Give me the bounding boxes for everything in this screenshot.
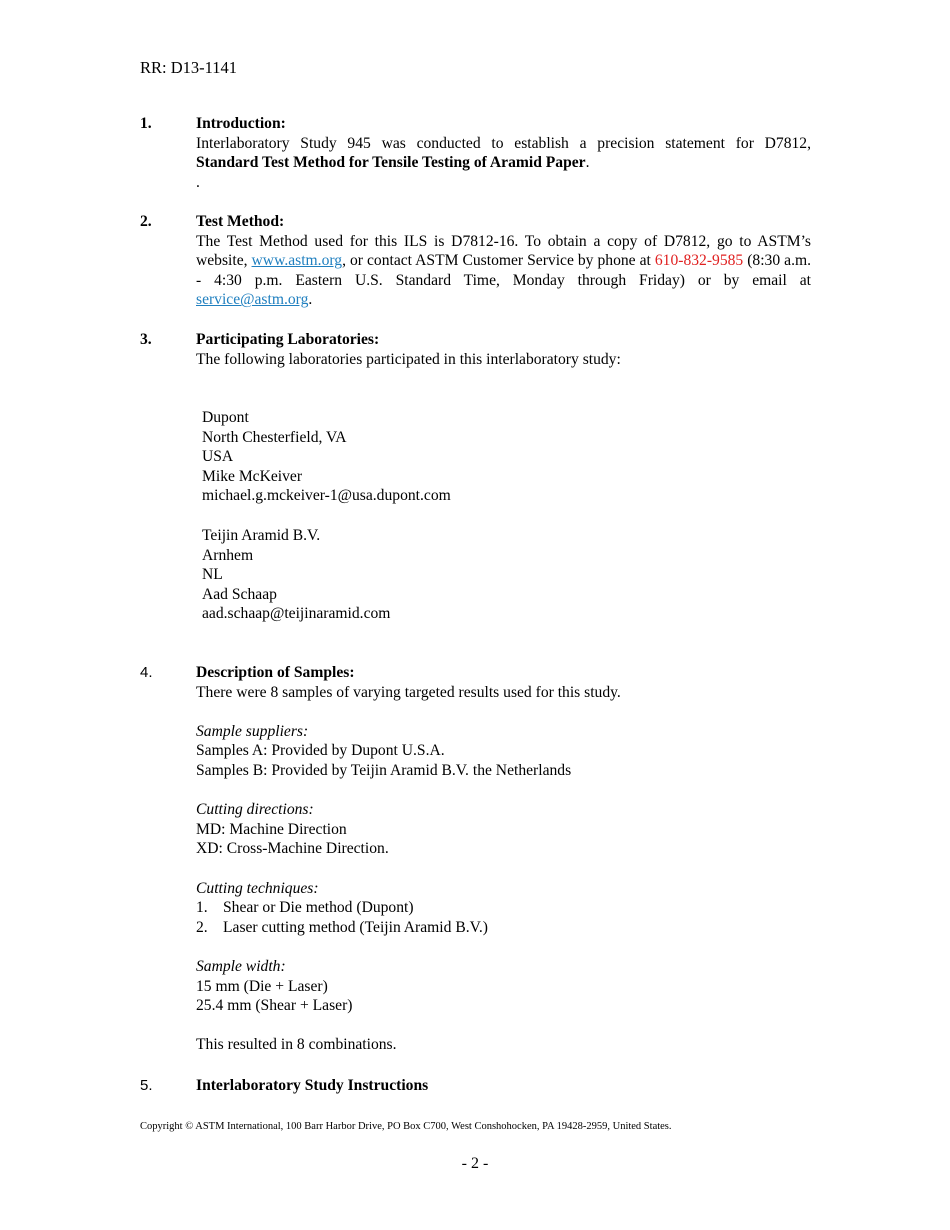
width-item: 25.4 mm (Shear + Laser) xyxy=(196,997,353,1015)
lab-country: USA xyxy=(202,448,234,466)
suppliers-title: Sample suppliers: xyxy=(196,722,309,740)
section-3 xyxy=(196,330,811,369)
direction-item: XD: Cross-Machine Direction. xyxy=(196,840,389,858)
width-title: Sample width: xyxy=(196,957,286,975)
page-number: - 2 - xyxy=(461,1155,489,1172)
lab-city: North Chesterfield, VA xyxy=(202,428,347,446)
techniques-list xyxy=(196,898,811,937)
standard-title-period: . xyxy=(585,154,590,172)
section-3-number: 3. xyxy=(140,331,152,348)
section-1-dot: . xyxy=(196,173,200,191)
section-1-title: Introduction: xyxy=(196,115,286,132)
standard-title: Standard Test Method for Tensile Testing of Aramid Paper xyxy=(196,154,586,172)
service-email-link[interactable]: service@astm.org xyxy=(196,291,309,309)
section-1-text: Interlaboratory Study 945 was conducted to establish a precision statement for D7812, xyxy=(196,134,811,152)
combinations-text: This resulted in 8 combinations. xyxy=(196,1036,397,1054)
astm-website-link[interactable]: www.astm.org xyxy=(251,252,343,270)
techniques-title: Cutting techniques: xyxy=(196,879,319,897)
width-item: 15 mm (Die + Laser) xyxy=(196,977,328,995)
lab-contact: Mike McKeiver xyxy=(202,467,303,485)
section-5-title: Interlaboratory Study Instructions xyxy=(196,1077,429,1094)
lab-name: Dupont xyxy=(202,409,249,426)
report-id-header: RR: D13-1141 xyxy=(140,58,238,77)
supplier-item: Samples A: Provided by Dupont U.S.A. xyxy=(196,742,445,760)
technique-item: 1. Shear or Die method (Dupont) xyxy=(196,899,414,917)
direction-item: MD: Machine Direction xyxy=(196,820,347,838)
section-4-title: Description of Samples: xyxy=(196,664,355,681)
directions-title: Cutting directions: xyxy=(196,801,314,819)
section-2-title: Test Method: xyxy=(196,213,285,230)
lab-country: NL xyxy=(202,566,223,584)
copyright-footer: Copyright © ASTM International, 100 Barr Harbor Drive, PO Box C700, West Conshohocken, PA 19428-2959, United States. xyxy=(140,1121,672,1132)
section-2-text: The Test Method used for this ILS is D7812-16. To obtain a copy of D7812, go to ASTM’s website, www.astm.org, or contact ASTM Customer Service by phone at 610-832-9585 (8:30 a.m. - 4:30 p.m. Eastern U.S. Standard Time, Monday through Friday) or by email at service@astm.org. xyxy=(196,232,811,309)
section-2-number: 2. xyxy=(140,213,152,230)
lab-dupont xyxy=(202,408,451,506)
section-4-number: 4. xyxy=(140,664,153,681)
section-5 xyxy=(196,1076,811,1096)
technique-item: 2. Laser cutting method (Teijin Aramid B.V.) xyxy=(196,918,488,936)
lab-name: Teijin Aramid B.V. xyxy=(202,527,321,544)
section-5-number: 5. xyxy=(140,1077,153,1094)
lab-contact: Aad Schaap xyxy=(202,585,277,603)
section-1 xyxy=(196,114,811,192)
supplier-item: Samples B: Provided by Teijin Aramid B.V. the Netherlands xyxy=(196,761,572,779)
lab-email: aad.schaap@teijinaramid.com xyxy=(202,605,391,623)
section-4 xyxy=(196,663,811,1055)
lab-email: michael.g.mckeiver-1@usa.dupont.com xyxy=(202,487,451,505)
lab-city: Arnhem xyxy=(202,546,254,564)
section-3-title: Participating Laboratories: xyxy=(196,331,380,348)
lab-teijin xyxy=(202,526,390,624)
section-2 xyxy=(196,212,811,310)
section-4-text: There were 8 samples of varying targeted results used for this study. xyxy=(196,683,621,701)
section-3-text: The following laboratories participated in this interlaboratory study: xyxy=(196,350,621,368)
section-1-number: 1. xyxy=(140,115,152,132)
phone-number: 610-832-9585 xyxy=(654,252,744,270)
